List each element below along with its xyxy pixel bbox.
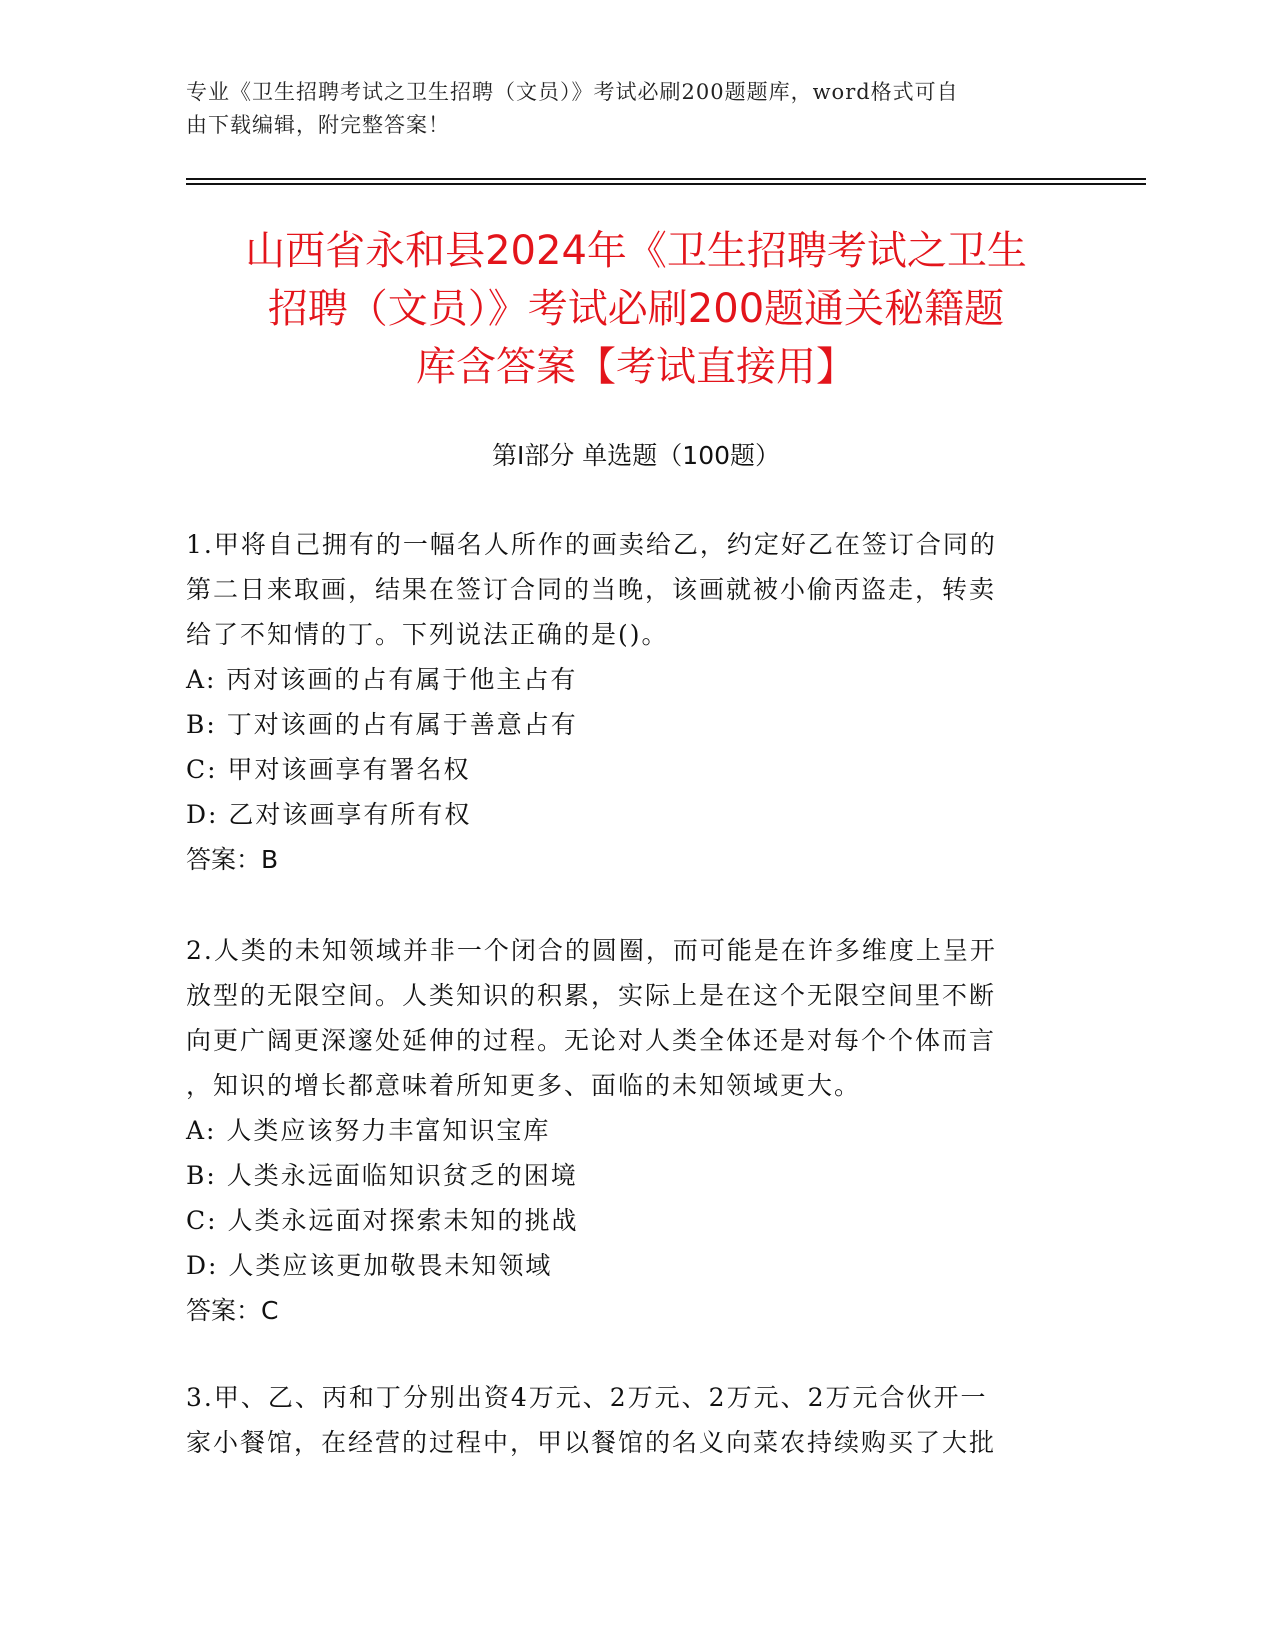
option-d: D: 乙对该画享有所有权 bbox=[186, 800, 472, 829]
stem-line: 给了不知情的丁。下列说法正确的是()。 bbox=[186, 620, 669, 649]
answer-label: 答案：B bbox=[186, 845, 279, 874]
question-stem bbox=[186, 928, 1086, 1108]
answer-label: 答案：C bbox=[186, 1296, 279, 1325]
header-note-line: 专业《卫生招聘考试之卫生招聘（文员）》考试必刷200题题库，word格式可自 bbox=[186, 80, 959, 104]
title-line: 招聘（文员）》考试必刷200题通关秘籍题 bbox=[267, 286, 1005, 332]
document-title bbox=[186, 222, 1086, 396]
option-c: C: 甲对该画享有署名权 bbox=[186, 755, 471, 784]
option-a: A: 人类应该努力丰富知识宝库 bbox=[186, 1116, 551, 1145]
option-c: C: 人类永远面对探索未知的挑战 bbox=[186, 1206, 579, 1235]
header-divider bbox=[186, 183, 1146, 185]
stem-line: 第二日来取画，结果在签订合同的当晚，该画就被小偷丙盗走，转卖 bbox=[186, 575, 997, 604]
stem-line: 放型的无限空间。人类知识的积累，实际上是在这个无限空间里不断 bbox=[186, 981, 997, 1010]
option-a: A: 丙对该画的占有属于他主占有 bbox=[186, 665, 578, 694]
stem-line: 家小餐馆，在经营的过程中，甲以餐馆的名义向菜农持续购买了大批 bbox=[186, 1428, 997, 1457]
title-line: 库含答案【考试直接用】 bbox=[416, 344, 856, 390]
header-note-line: 由下载编辑，附完整答案！ bbox=[186, 113, 450, 137]
option-d: D: 人类应该更加敬畏未知领域 bbox=[186, 1251, 553, 1280]
section-heading: 第Ⅰ部分 单选题（100题） bbox=[491, 441, 781, 470]
header-note bbox=[186, 76, 1066, 142]
stem-line: 1.甲将自己拥有的一幅名人所作的画卖给乙，约定好乙在签订合同的 bbox=[186, 530, 997, 559]
stem-line: 3.甲、乙、丙和丁分别出资4万元、2万元、2万元、2万元合伙开一 bbox=[186, 1383, 988, 1412]
option-b: B: 人类永远面临知识贫乏的困境 bbox=[186, 1161, 578, 1190]
question-2 bbox=[186, 928, 1086, 1333]
header-divider bbox=[186, 178, 1146, 180]
question-stem bbox=[186, 1375, 1086, 1465]
title-line: 山西省永和县2024年《卫生招聘考试之卫生 bbox=[245, 228, 1027, 274]
stem-line: 向更广阔更深邃处延伸的过程。无论对人类全体还是对每个个体而言 bbox=[186, 1026, 997, 1055]
stem-line: ，知识的增长都意味着所知更多、面临的未知领域更大。 bbox=[186, 1071, 862, 1100]
question-3 bbox=[186, 1375, 1086, 1465]
stem-line: 2.人类的未知领域并非一个闭合的圆圈，而可能是在许多维度上呈开 bbox=[186, 936, 997, 965]
question-stem bbox=[186, 522, 1086, 657]
option-b: B: 丁对该画的占有属于善意占有 bbox=[186, 710, 578, 739]
question-1 bbox=[186, 522, 1086, 882]
